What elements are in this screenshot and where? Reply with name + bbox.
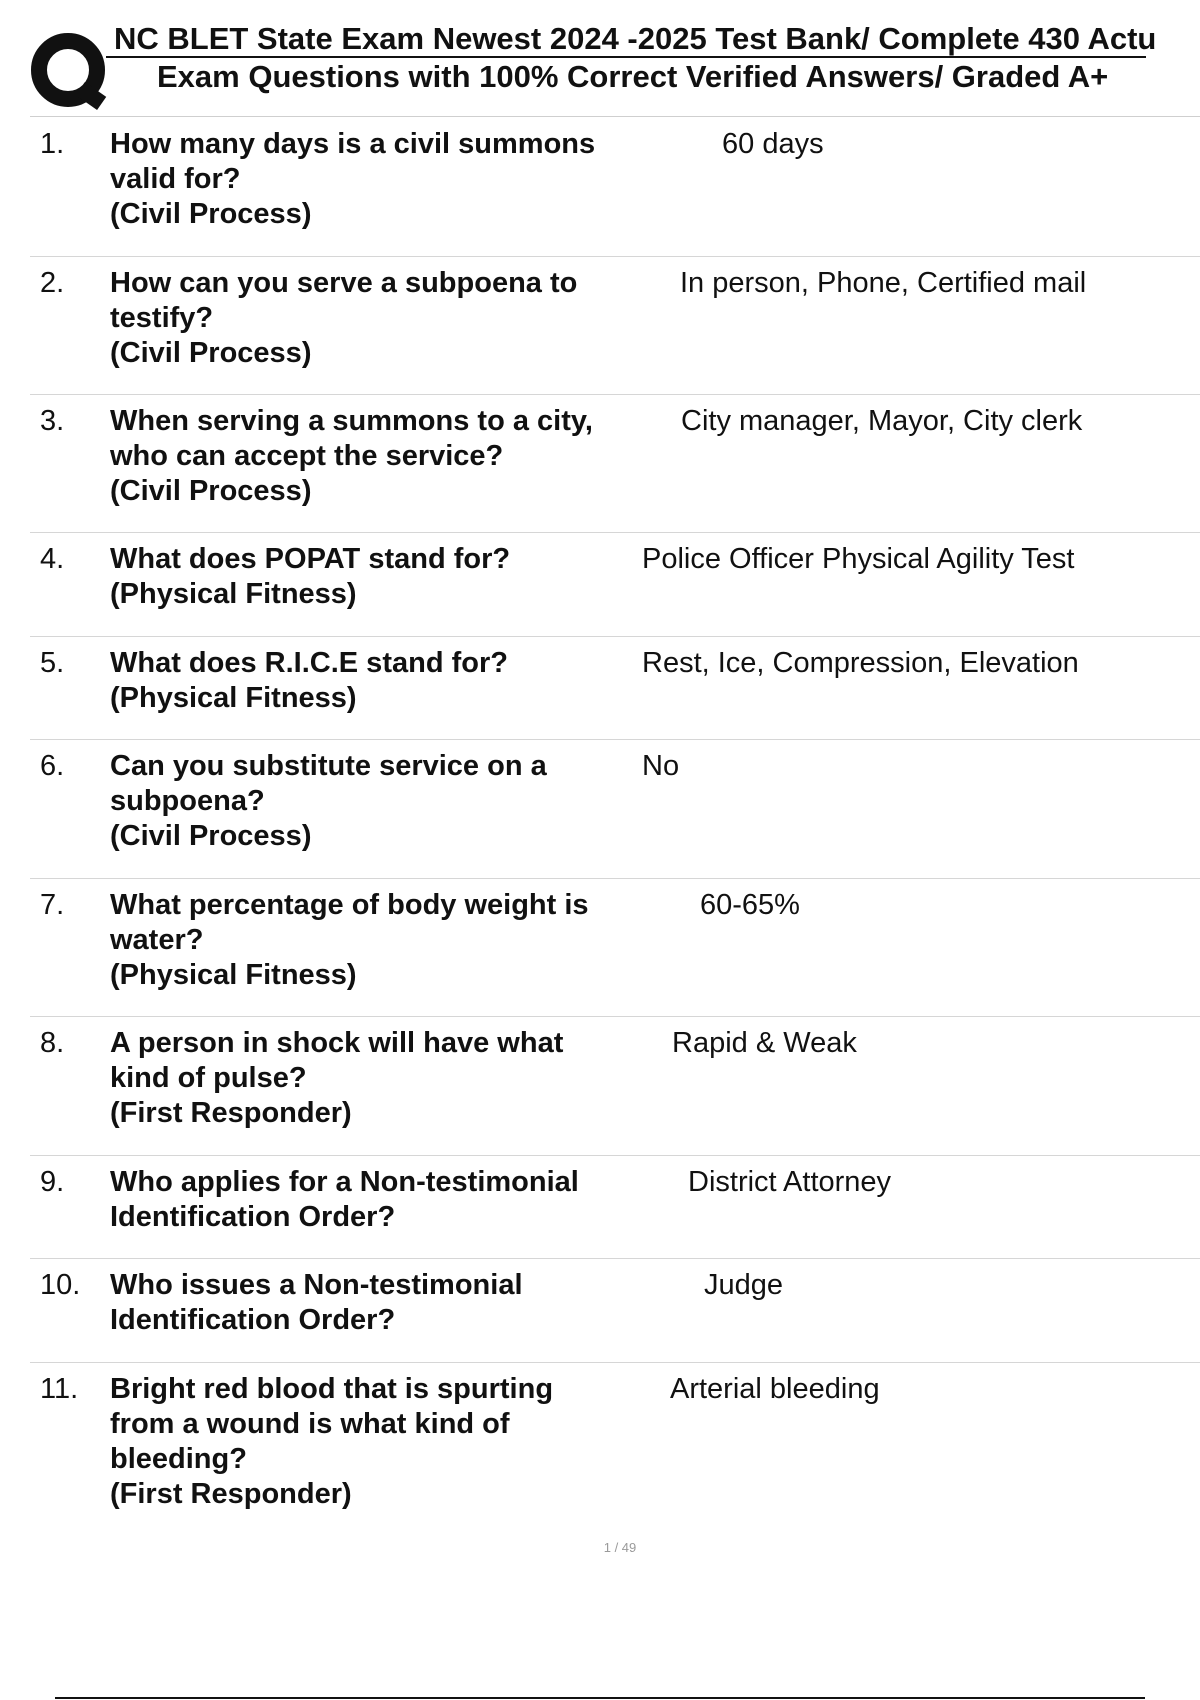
question-category: (Civil Process) (110, 337, 312, 369)
question-text: Who applies for a Non-testimonial Identification Order? (110, 1166, 579, 1233)
page-indicator: 1 / 49 (603, 1540, 637, 1555)
question-category: (Civil Process) (110, 198, 312, 230)
document-title (100, 20, 1200, 96)
question-text: How many days is a civil summons valid for? (Civil Process) (110, 127, 650, 232)
answer-text: No (642, 750, 680, 782)
answer-text: Arterial bleeding (670, 1373, 880, 1405)
footer-rule (55, 1697, 1145, 1699)
title-underline (106, 56, 1146, 58)
row-divider (30, 532, 1200, 533)
row-divider (30, 1362, 1200, 1363)
question-number: 3. (40, 405, 65, 437)
question-category: (Civil Process) (110, 475, 312, 507)
title-line-2: Exam Questions with 100% Correct Verified Answers/ Graded A+ (157, 59, 1109, 94)
row-divider (30, 878, 1200, 879)
answer-text: 60 days (722, 128, 824, 160)
question-number: 5. (40, 647, 65, 679)
question-text: Who issues a Non-testimonial Identification Order? (110, 1269, 523, 1336)
row-divider (30, 1258, 1200, 1259)
question-text: Bright red blood that is spurting from a wound is what kind of bleeding? (First Responder) (110, 1372, 620, 1512)
question-text: How can you serve a subpoena to testify? (Civil Process) (110, 266, 650, 371)
question-text: What percentage of body weight is water? (Physical Fitness) (110, 888, 655, 993)
question-category: (First Responder) (110, 1097, 352, 1129)
question-number: 1. (40, 128, 65, 160)
answer-text: City manager, Mayor, City clerk (681, 405, 1083, 437)
row-divider (30, 1016, 1200, 1017)
answer-text: In person, Phone, Certified mail (680, 267, 1087, 299)
row-divider (30, 1155, 1200, 1156)
question-number: 7. (40, 889, 65, 921)
header-divider (30, 116, 1200, 117)
row-divider (30, 739, 1200, 740)
question-text: A person in shock will have what kind of pulse? (First Responder) (110, 1026, 620, 1131)
question-category: (Physical Fitness) (110, 578, 357, 610)
question-text: What does POPAT stand for? (Physical Fitness) (110, 542, 600, 612)
answer-text: 60-65% (700, 889, 800, 921)
answer-text: Rest, Ice, Compression, Elevation (642, 647, 1079, 679)
title-line-1: NC BLET State Exam Newest 2024 -2025 Test Bank/ Complete 430 Actu (114, 21, 1157, 56)
question-category: (Physical Fitness) (110, 959, 357, 991)
question-number: 4. (40, 543, 65, 575)
question-number: 9. (40, 1166, 65, 1198)
question-number: 11. (40, 1373, 79, 1405)
question-category: (Physical Fitness) (110, 682, 357, 714)
q-logo-icon (30, 30, 110, 114)
question-number: 10. (40, 1269, 81, 1301)
answer-text: District Attorney (688, 1166, 892, 1198)
question-number: 2. (40, 267, 65, 299)
answer-text: Police Officer Physical Agility Test (642, 543, 1075, 575)
question-number: 6. (40, 750, 65, 782)
question-number: 8. (40, 1027, 65, 1059)
row-divider (30, 256, 1200, 257)
row-divider (30, 636, 1200, 637)
answer-text: Rapid & Weak (672, 1027, 857, 1059)
question-text: Can you substitute service on a subpoena? (Civil Process) (110, 749, 620, 854)
question-category: (Civil Process) (110, 820, 312, 852)
question-category: (First Responder) (110, 1478, 352, 1510)
row-divider (30, 394, 1200, 395)
answer-text: Judge (704, 1269, 784, 1301)
question-text: What does R.I.C.E stand for? (Physical Fitness) (110, 646, 600, 716)
question-text: When serving a summons to a city, who can accept the service? (Civil Process) (110, 404, 655, 509)
